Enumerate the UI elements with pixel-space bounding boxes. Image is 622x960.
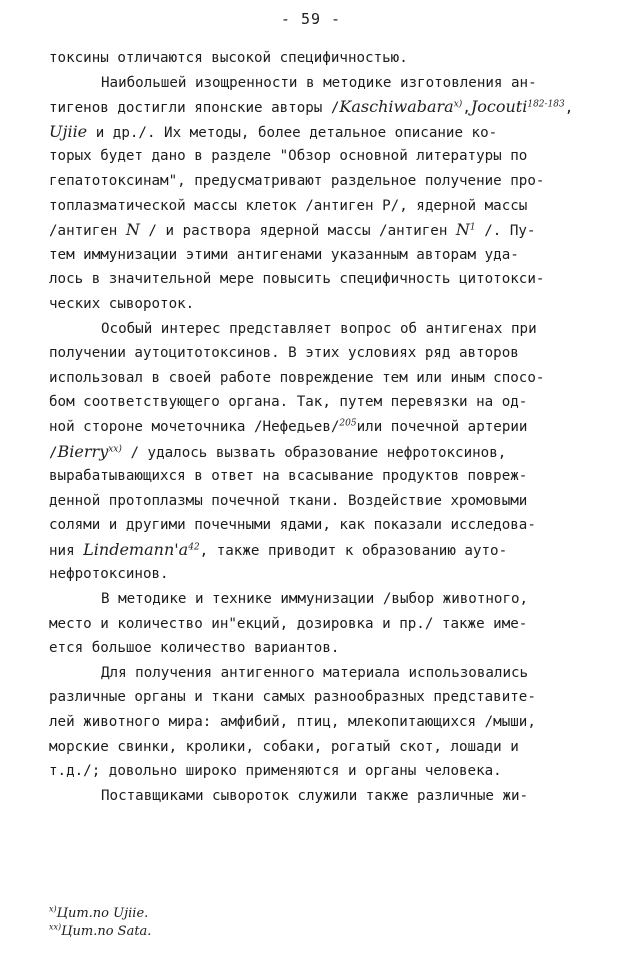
text-run: и др./. Их методы, более детальное описание ко- xyxy=(87,124,498,141)
body-text xyxy=(49,46,609,808)
handwritten-text: Jocouti xyxy=(470,97,528,117)
text-run: ной стороне мочеточника /Нефедьев/ xyxy=(49,418,340,435)
text-run: / и раствора ядерной массы /антиген xyxy=(139,223,456,240)
handwritten-text: Kaschiwabara xyxy=(339,97,454,117)
text-line: Наибольшей изощренности в методике изготовления ан- xyxy=(101,74,537,91)
text-run: , xyxy=(462,100,471,117)
handwritten-text: Ujiie xyxy=(49,121,88,141)
text-line: Для получения антигенного материала использовались xyxy=(101,664,529,681)
text-line: морские свинки, кролики, собаки, рогатый скот, лошади и xyxy=(49,738,519,755)
text-line xyxy=(49,95,609,120)
footnote-2 xyxy=(49,923,349,941)
text-line: торых будет дано в разделе "Обзор основной литературы по xyxy=(49,148,528,165)
text-line: токсины отличаются высокой специфичностью. xyxy=(49,50,408,66)
footnote-mark: xx) xyxy=(49,922,62,932)
page-number: - 59 - xyxy=(280,10,342,28)
text-line: Особый интерес представляет вопрос об антигенах при xyxy=(101,320,537,337)
text-run: тигенов достигли японские авторы / xyxy=(49,100,340,117)
text-run: , также приводит к образованию ауто- xyxy=(199,542,508,559)
footnote-text: Цит.по Ujiie. xyxy=(56,906,149,921)
reference-mark: x) xyxy=(453,99,463,110)
text-line: солями и другими почечными ядами, как показали исследова- xyxy=(49,517,536,534)
text-line: различные органы и ткани самых разнообразных представите- xyxy=(49,689,536,706)
text-line: использовал в своей работе повреждение тем или иным спосо- xyxy=(49,369,545,386)
reference-mark: 1 xyxy=(469,222,476,233)
text-line xyxy=(49,440,609,465)
text-line: ется большое количество вариантов. xyxy=(49,640,340,657)
footnotes xyxy=(49,905,349,941)
reference-mark: 42 xyxy=(188,542,200,553)
text-run: /антиген xyxy=(49,223,126,240)
reference-mark: xx) xyxy=(108,443,122,454)
text-line: получении аутоцитотоксинов. В этих условиях ряд авторов xyxy=(49,345,519,362)
text-line: топлазматической массы клеток /антиген P/, ядерной массы xyxy=(49,197,528,214)
text-line: ческих сывороток. xyxy=(49,295,195,312)
text-run: / удалось вызвать образование нефротоксинов, xyxy=(121,444,507,461)
handwritten-text: N xyxy=(125,220,140,240)
text-run: или почечной артерии xyxy=(356,418,528,435)
text-line: лось в значительной мере повысить специфичность цитотокси- xyxy=(49,271,545,288)
handwritten-text: Lindemann'a xyxy=(83,539,189,559)
text-line xyxy=(49,218,609,243)
text-line xyxy=(49,120,609,145)
text-run: / xyxy=(49,444,58,461)
text-line xyxy=(49,415,609,440)
text-line: бом соответствующего органа. Так, путем перевязки на од- xyxy=(49,394,528,411)
footnote-1 xyxy=(49,905,349,923)
text-line: гепатотоксинам", предусматривают раздельное получение про- xyxy=(49,172,545,189)
text-run: , xyxy=(564,100,574,117)
handwritten-text: N xyxy=(455,220,470,240)
text-line: т.д./; довольно широко применяются и органы человека. xyxy=(49,763,502,780)
text-line: место и количество ин"екций, дозировка и пр./ также име- xyxy=(49,615,528,632)
text-run: /. Пу- xyxy=(475,223,536,240)
handwritten-text: Bierry xyxy=(57,441,109,461)
footnote-mark: x) xyxy=(49,904,57,914)
footnote-text: Цит.по Sata. xyxy=(61,924,152,939)
reference-mark: 205 xyxy=(339,418,357,429)
text-line: тем иммунизации этими антигенами указанным авторам уда- xyxy=(49,246,519,263)
text-line: денной протоплазмы почечной ткани. Воздействие хромовыми xyxy=(49,492,528,509)
text-line: вырабатывающихся в ответ на всасывание продуктов повреж- xyxy=(49,468,528,485)
text-line: В методике и технике иммунизации /выбор животного, xyxy=(101,591,529,608)
text-line xyxy=(49,538,609,563)
text-line: лей животного мира: амфибий, птиц, млекопитающихся /мыши, xyxy=(49,714,536,731)
reference-mark: 182-183 xyxy=(527,99,565,110)
text-line: Поставщиками сывороток служили также различные жи- xyxy=(101,787,529,804)
text-line: нефротоксинов. xyxy=(49,566,169,583)
text-run: ния xyxy=(49,542,84,559)
